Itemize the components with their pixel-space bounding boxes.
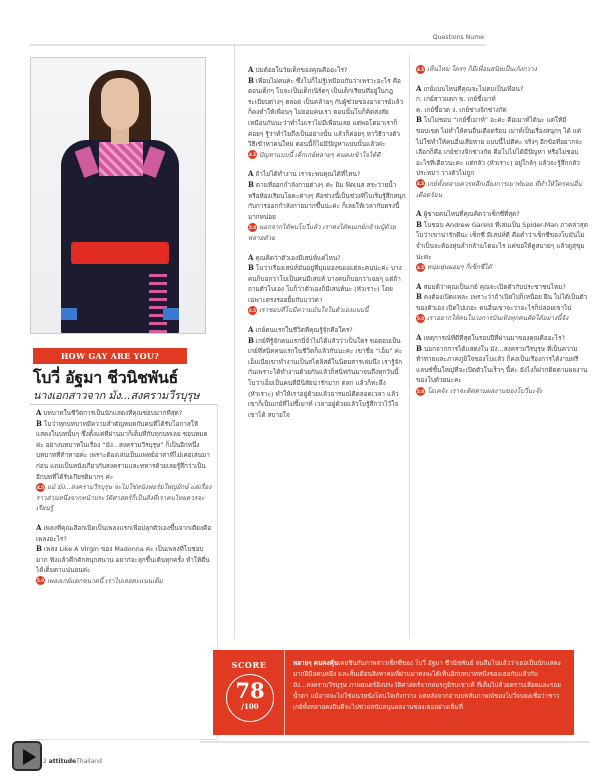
rating-badge: 4.5 (416, 181, 425, 187)
person-subtitle: นางเอกสาวจาก มัง...สงครามวีรบุรุษ (33, 389, 200, 402)
answer-marker: B (416, 115, 422, 125)
column-1 (36, 408, 212, 596)
rating-badge: 4.5 (416, 66, 425, 72)
page-number: 2 (43, 758, 47, 765)
answer-text: เพลง Like A Virgin ของ Madonna ค่ะ เป็นเพลงที่โบชอบมาก ฟังแล้วคึกคักสนุกสนาน อยากจะลุกขึ้นเต้นทุกครั้ง ทำให้ตื่นได้เต็มตาแน่นอนค่ะ (36, 545, 210, 575)
question-marker: A (416, 209, 422, 219)
section-label: Questions Nume (432, 34, 484, 41)
portrait-photo (30, 57, 206, 334)
question-text: ปมด้อยในวัยเด็กของคุณคืออะไร? (255, 66, 348, 74)
answer-marker: B (416, 343, 422, 353)
qa-item (416, 333, 588, 397)
question-text: เกย์คนแรกในชีวิตที่คุณรู้จักคือใคร? (255, 326, 353, 335)
answer-marker: B (36, 544, 42, 554)
answer-text: โบว่าเรื่องเสน่ห์มันอยู่ที่มุมมองของแต่ละคนน่ะค่ะ บางคนก็บอกว่าโบเป็นคนมีเสน่ห์ บางคนก็บอกว่าเฉยๆ แต่ถ้าถามตัวโบเอง โบก็ว่าตัวเองก็มีเสน่ห์นะ (หัวเราะ) โดยเฉพาะตรงรอยยิ้มกับแววตา (248, 264, 402, 304)
answer-marker: B (248, 263, 254, 273)
column-2 (248, 65, 406, 429)
score-label: SCORE (231, 660, 267, 670)
question-marker: A (416, 281, 422, 291)
rating-badge: 5.0 (248, 224, 257, 230)
editor-note: นอกจากได้พบโบวี่แล้ว เราคงได้พบเกย์กล้ามบู้ด้วยหลายตัวย (248, 223, 396, 242)
header-rule (30, 44, 486, 46)
rating-badge: 4.5 (416, 264, 425, 270)
play-button[interactable] (12, 741, 42, 771)
editor-note: เห็นไหม ใครๆ ก็มีเพื่อนสนิทเป็นเก้งกวาง (427, 65, 537, 73)
score-box (213, 650, 574, 735)
answer-marker: B (248, 179, 254, 189)
question-text: เพลงที่คุณเลือกเปิดเป็นเพลงแรกเพื่อปลุกตัวเองขึ้นจากเตียงคือเพลงอะไร? (36, 523, 212, 543)
editor-note: เราชอบที่โบมีความมั่นใจในตัวเองแบบนี้ (259, 306, 369, 315)
qa-item (248, 253, 406, 317)
brand-bold: attitude (48, 758, 77, 765)
answer-marker: B (36, 418, 42, 428)
score-circle (226, 674, 274, 722)
editor-note: แม้ มัง...สงครามวีรบุรุษ จะไม่ใช่หนังฟอร์มใหญ่ยักษ์ แต่เรื่องราวส่วนหนึ่งจากหน้าประวัติศาสตร์ก็เป็นสิ่งที่เราคนไทยควรจะเรียนรู้ (36, 483, 212, 513)
answer-text: คงต้องเปิดแหละ เพราะว่าถ้าเปิดไปก็เหนื่อย ฝืน ไม่ได้เป็นตัวของตัวเอง เปิดไปเถอะ คนอื่นเขาจะว่าอะไรก็ปล่อยเขาไป (416, 293, 588, 312)
question-text: เหตุการณ์ที่ดีที่สุดในรอบปีที่ผ่านมาของคุณคืออะไร? (423, 334, 565, 343)
question-text: ผู้ชายคนไหนที่คุณคิดว่าเซ็กซี่ที่สุด? (423, 210, 520, 219)
question-marker: A (248, 325, 254, 335)
score-summary (293, 658, 569, 713)
editor-note: หนุ่มหุ่นผอมๆ ก็เซ็กซี่ได้ (427, 263, 492, 272)
question-marker: A (248, 65, 254, 74)
column-3 (416, 64, 588, 406)
answer-option: ค. เกย์ขี้อวด ง. เกย์ช่างจิกช่างกัด (416, 105, 507, 114)
question-marker: A (416, 333, 422, 343)
divider (30, 739, 218, 740)
footer (43, 758, 102, 765)
qa-item (248, 169, 406, 243)
question-text: คุณคิดว่าตัวเองมีเสน่ห์แค่ไหน? (255, 253, 341, 262)
score-value: 78 (235, 678, 265, 703)
answer-text: โบชอบ Andrew Gareld ที่เล่นเป็น Spider-Man ภาคล่าสุด โบว่าเขาน่ารักดีนะ เซ็กซี่ มีเสน่ห์ดี คือคำว่าเซ็กซี่ของโบมันไม่จำเป็นจะต้องหุ่นล่ำกล้ามโตอะไร แค่ขอให้ดูสบายๆ แล้วดูสุขุมน่ะค่ะ (416, 220, 588, 261)
column-divider (409, 55, 410, 638)
answer-marker: B (248, 75, 254, 85)
question-marker: A (248, 169, 254, 179)
answer-text: โบไม่ชอบ “เกย์ขี้เมาท์” อะค่ะ คือเมาท์ได้นะ แต่ให้มีขอบเขต ไม่ทำให้คนอื่นเดือดร้อน เมาท์เป็นเรื่องสนุกๆ ได้ แต่ไม่ใช่ทำให้คนอื่นเสียหาย แบบนี้ไม่ดีค่ะ จริงๆ อีกข้อที่อยากจะเลือกก็คือ เกย์ช่างจิกช่างกัด คือโบไม่ได้มีปัญหา หรือไม่ชอบอะไรที่เดียวนะคะ แต่กลัว (หัวเราะ) อยู่ใกล้ๆ แล้วจะรู้สึกกลัว ประหม่า วางตัวไม่ถูก (416, 116, 583, 178)
score-lead: หลายๆ คนคงคุ้น (293, 660, 339, 667)
rating-badge: 5.0 (36, 578, 45, 584)
qa-item (36, 408, 212, 514)
person-name: โบวี่ อัฐมา ชีวนิชพันธ์ (33, 368, 178, 387)
answer-text: เกย์ที่รู้จักคนแรกนี่จำไม่ได้แล้วว่าเป็นใคร ขอตอบเป็นเกย์ที่สนิทคนแรกในชีวิตก็แล้วกันนะคะ เขาชื่อ “เอ็ม” ค่ะ เอ็มเนี่ยเขาทำงานเป็นสไตลิสต์ในนิตยสารเล่มนึง เรารู้จักกันเพราะได้ทำงานด้วยกันแล้วก็สนิทกันมาจนถึงทุกวันนี้ โบว่าเอ็มเป็นคนที่มีนิสัยน่ารักมาก ตลก แล้วก็ทะลึ่ง (หัวเราะ) ทำให้เราอยู่ด้วยแล้วอารมณ์ดีตลอดเวลา แล้วเขาก็เป็นเกย์ที่ไม่ขี้เมาท์ เวลาอยู่ด้วยแล้วโบรู้สึกว่าไว้ใจเขาได้ สบายใจ (248, 336, 403, 419)
qa-item (416, 282, 588, 324)
divider (200, 741, 590, 743)
qa-item (36, 523, 212, 587)
editor-note: เพลงเกย์แตกขนาดนี้ เราไปเลยคะแนนเต็ม (47, 576, 163, 585)
answer-text: เพื่อนไม่คบค่ะ ซึ่งโบก็ไม่รู้เหมือนกันว่าเพราะอะไร คือตอนเด็กๆ โบจะเป็นเด็กเนิร์ดๆ เป็นเด็กเรียนที่อยู่ในกฎระเบียบต่างๆ ตลอด เป็นคล้ายๆ กับผู้ช่วยของอาจารย์แล้วก็คงทำให้เพื่อนๆ ไม่ยอมคบเรา ตอนนั้นโบก็คิดสงสัยเหมือนกันนะว่าทำไมเราไม่มีเพื่อนเลย แต่พอโตมาเราก็ค่อยๆ รู้ว่าทำไมถึงเป็นอย่างนั้น แล้วก็ค่อยๆ หาวิธีวางตัว วิธีเข้าหาคนใหม่ ตอนนี้ก็ไม่มีปัญหาแบบนั้นแล้วค่ะ (248, 76, 404, 149)
answer-text: ตามที่ออกกำลังกายต่างๆ ค่ะ ยิม ฟิตเนส สระว่ายน้ำ หรือห้องเรียนโยคะต่างๆ คือช่วงนี้เป็นช่วงที่โบเริ่มรู้สึกสนุกกับการออกกำลังกายมากขึ้นน่ะค่ะ ก็เลยให้เวลากับตรงนี้มากหน่อย (248, 180, 406, 221)
qa-item-continued (416, 64, 588, 75)
feature-banner: HOW GAY ARE YOU? (33, 348, 187, 364)
rating-badge: 4.5 (36, 484, 45, 490)
rating-badge: 5.0 (416, 388, 425, 394)
editor-note: เกย์ทั้งหลายควรหลีกเลี่ยงการเมาท์มอย ที่ทำให้ใครคนอื่นเดือดร้อน (416, 179, 582, 199)
score-text: เคยชินกับภาพสาวเซ็กซี่ของ โบวี่ อัฐมา ชีวนิชพันธ์ จนลืมไปแล้วว่าเธอเป็นนักแสดงมากฝีมือคนหนึ่ง และสิ้นเดือนสิงหาคมที่ผ่านมาคงจะได้เห็นอีกบทบาทหนึ่งของเธอกันแล้วกับ มัง...สงครามวีรบุรุษ ภาพยนตร์อิงประวัติศาสตร์จากสมรภูมิรบเชาเค้ ที่เต็มไปด้วยคราบเลือดและรอยน้ำตา แม้อาจจะไม่ใช่แนวหนังโดนใจเก้งกวาง แต่หลังจากอ่านบทสัมภาษณ์ของโบวี่จบลงเชื่อว่าชาวเกย์ทั้งหลายคงยินดีจะไปช่วยสนับสนุนผลงานของเธออย่างเต็มที่ (293, 660, 561, 711)
qa-item (416, 209, 588, 273)
brand-light: Thailand (76, 758, 102, 765)
answer-text: โบว่าทุกบทบาทมีความสำคัญหมดกับคนที่ได้รับโอกาสให้แสดงในบทนั้นๆ ซึ่งตั้งแต่ที่ผ่านมาก็เต็มที่กับทุกบทเลย ชอบหมดค่ะ อย่างบทบาทในเรื่อง “มัง...สงครามวีรบุรุษ” ก็เป็นอีกหนึ่งบทบาทที่ท้าทายค่ะ เพราะต้องเล่นเป็นแพทย์อาสาที่ไม่เคยเล่นมาก่อน แถมเป็นหนังเกี่ยวกับสงครามและทหารด้วยเลยรู้สึกว่าเป็นอีกบทที่ได้รับเกียรติมากๆ ค่ะ (36, 419, 210, 481)
rating-badge: 5.0 (416, 315, 425, 321)
score-panel (213, 650, 285, 735)
question-text: บทบาทในชีวิตการเป็นนักแสดงที่คุณชอบมากที่สุด? (43, 409, 183, 417)
question-text: สมมติว่าคุณเป็นเกย์ คุณจะเปิดตัวกับประชาชนไหม? (423, 282, 566, 291)
score-max: /100 (241, 702, 259, 711)
question-marker: A (416, 83, 422, 93)
answer-text: นอกจากการได้แสดงใน มัง...สงครามวีรบุรุษ ที่เป็นความท้าทายและภาคภูมิใจของโบแล้ว ก็คงเป็นเรื่องการได้งานฟรีแลนซ์ชิ้นใหญ่ที่จะเปิดตัวในเร็วๆ นี้ค่ะ ยังไงก็ฝากติดตามผลงานของโบด้วยนะคะ (416, 344, 588, 385)
qa-item (248, 65, 406, 160)
question-marker: A (36, 408, 42, 417)
question-text: ถ้าไม่ได้ทำงาน เราจะพบคุณได้ที่ไหน? (255, 170, 361, 179)
rating-badge: 4.5 (248, 152, 257, 158)
question-marker: A (36, 522, 42, 532)
editor-note: ปัญหาแบบนี้ เด็กเกย์หลายๆ คนคงเข้าใจได้ดี (259, 150, 381, 159)
answer-marker: B (416, 219, 422, 229)
rating-badge: 4.5 (248, 307, 257, 313)
qa-item (248, 325, 406, 420)
question-marker: A (248, 252, 254, 262)
divider (30, 404, 218, 405)
answer-marker: B (248, 335, 254, 345)
editor-note: โอเคจ้ะ เราจะติดตามผลงานของโบวี่นะจ๊ะ (427, 387, 543, 396)
column-divider (234, 44, 235, 639)
question-text: เกย์แบบไหนที่คุณจะไม่คบเป็นเพื่อน? (423, 84, 524, 93)
editor-note: เราอยากให้คนในวงการบันเทิงทุกคนคิดได้อย่างนี้จัง (427, 314, 569, 323)
answer-option: ก. เกย์สาวแตก ข. เกย์ขี้เมาท์ (416, 95, 496, 104)
qa-item (416, 84, 588, 201)
answer-marker: B (416, 292, 422, 302)
